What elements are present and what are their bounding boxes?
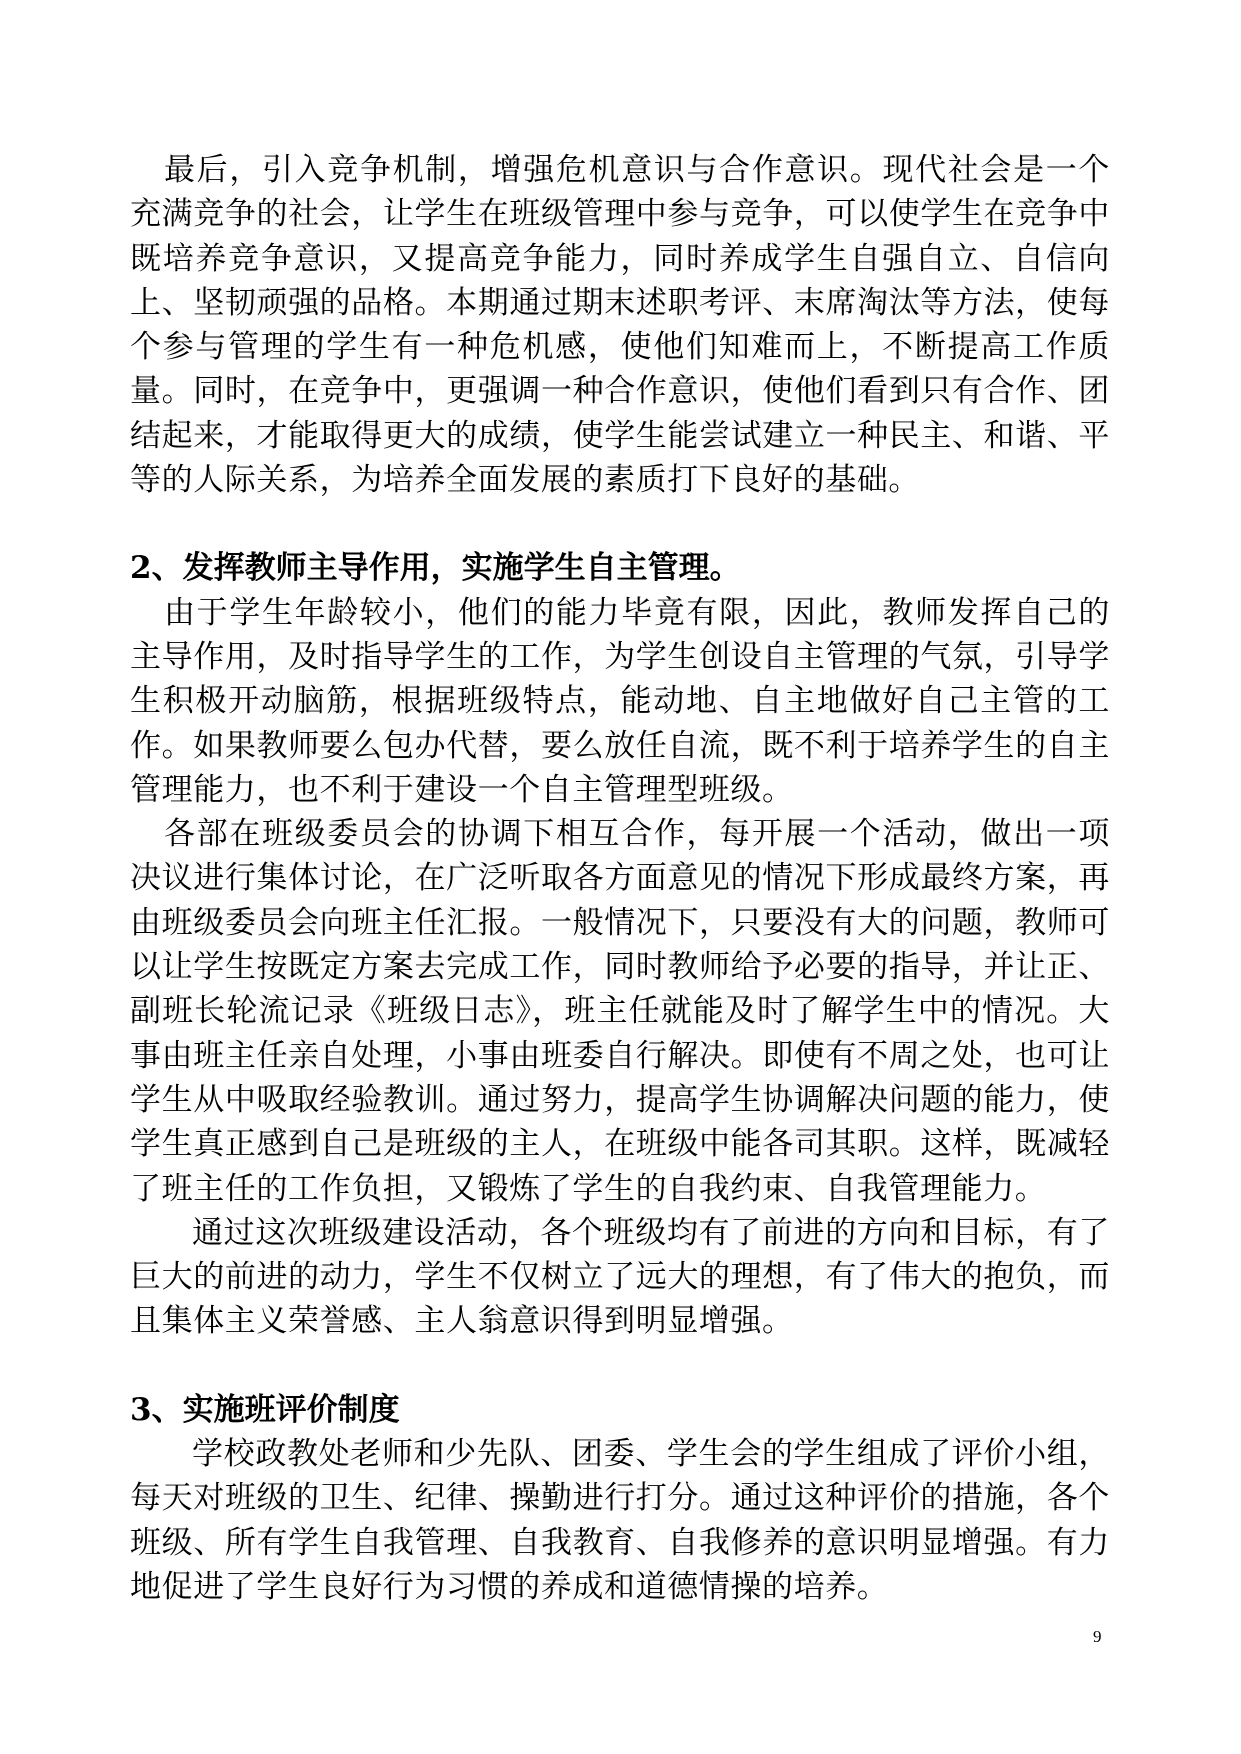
- paragraph-competition: 最后，引入竞争机制，增强危机意识与合作意识。现代社会是一个充满竞争的社会，让学生在班级管理中参与竞争，可以使学生在竞争中既培养竞争意识，又提高竞争能力，同时养成学生自强自立、自信向上、坚韧顽强的品格。本期通过期末述职考评、末席淘汰等方法，使每个参与管理的学生有一种危机感，使他们知难而上，不断提高工作质量。同时，在竞争中，更强调一种合作意识，使他们看到只有合作、团结起来，才能取得更大的成绩，使学生能尝试建立一种民主、和谐、平等的人际关系，为培养全面发展的素质打下良好的基础。: [130, 152, 1110, 499]
- section-gap: [130, 1344, 1110, 1388]
- paragraph-committee: 各部在班级委员会的协调下相互合作，每开展一个活动，做出一项决议进行集体讨论，在广泛听取各方面意见的情况下形成最终方案，再由班级委员会向班主任汇报。一般情况下，只要没有大的问题，教师可以让学生按既定方案去完成工作，同时教师给予必要的指导，并让正、副班长轮流记录《班级日志》，班主任就能及时了解学生中的情况。大事由班主任亲自处理，小事由班委自行解决。即使有不周之处，也可让学生从中吸取经验教训。通过努力，提高学生协调解决问题的能力，使学生真正感到自己是班级的主人，在班级中能各司其职。这样，既减轻了班主任的工作负担，又锻炼了学生的自我约束、自我管理能力。: [130, 816, 1110, 1207]
- paragraph-activity-result: 通过这次班级建设活动，各个班级均有了前进的方向和目标，有了巨大的前进的动力，学生不仅树立了远大的理想，有了伟大的抱负，而且集体主义荣誉感、主人翁意识得到明显增强。: [130, 1214, 1110, 1340]
- paragraph-teacher-role: 由于学生年龄较小，他们的能力毕竟有限，因此，教师发挥自己的主导作用，及时指导学生的工作，为学生创设自主管理的气氛，引导学生积极开动脑筋，根据班级特点，能动地、自主地做好自己主管的工作。如果教师要么包办代替，要么放任自流，既不利于培养学生的自主管理能力，也不利于建设一个自主管理型班级。: [130, 594, 1110, 808]
- section-heading-2: 2、发挥教师主导作用，实施学生自主管理。: [130, 550, 741, 587]
- page-number: 9: [1093, 1627, 1102, 1646]
- section-heading-3: 3、实施班评价制度: [130, 1391, 400, 1428]
- paragraph-evaluation: 学校政教处老师和少先队、团委、学生会的学生组成了评价小组，每天对班级的卫生、纪律、操勤进行打分。通过这种评价的措施，各个班级、所有学生自我管理、自我教育、自我修养的意识明显增强。有力地促进了学生良好行为习惯的养成和道德情操的培养。: [130, 1436, 1110, 1605]
- document-page: [130, 148, 1110, 1609]
- section-gap: [130, 502, 1110, 546]
